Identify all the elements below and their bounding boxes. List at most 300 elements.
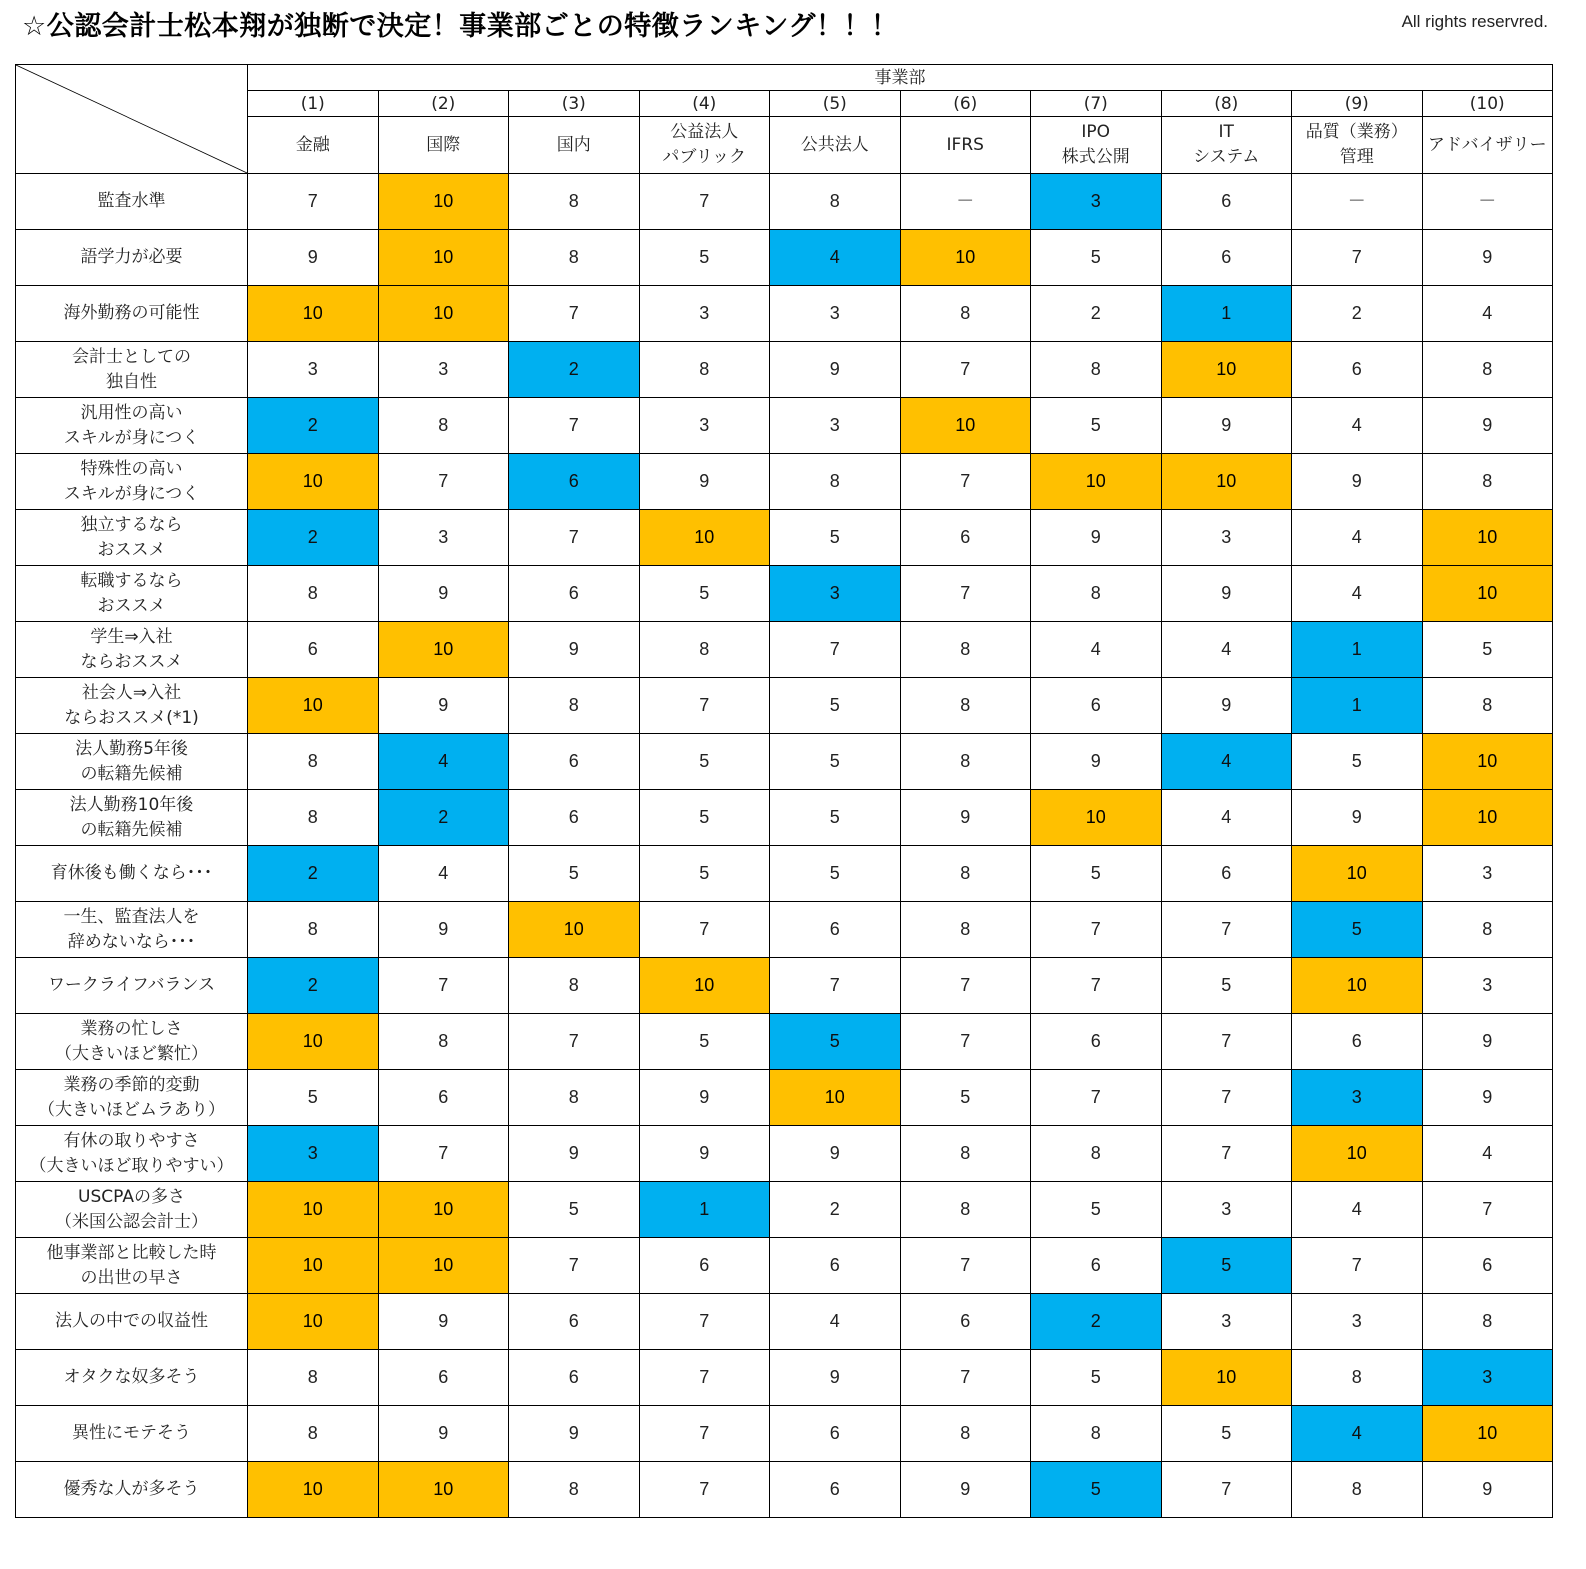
row-label: USCPAの多さ （米国公認会計士） xyxy=(16,1182,248,1238)
score-cell: 4 xyxy=(1031,622,1162,678)
score-cell: 8 xyxy=(770,174,901,230)
score-cell: 5 xyxy=(248,1070,379,1126)
score-cell: 5 xyxy=(770,790,901,846)
row-label: オタクな奴多そう xyxy=(16,1350,248,1406)
score-cell: － xyxy=(900,174,1031,230)
score-cell-high: 10 xyxy=(639,958,770,1014)
score-cell: 6 xyxy=(770,1462,901,1518)
row-label: 学生⇒入社 ならおススメ xyxy=(16,622,248,678)
score-cell: 3 xyxy=(1422,846,1553,902)
score-cell: 7 xyxy=(900,566,1031,622)
score-cell-high: 10 xyxy=(248,678,379,734)
score-cell: 8 xyxy=(900,846,1031,902)
score-cell: 8 xyxy=(900,902,1031,958)
table-row xyxy=(16,678,1553,734)
table-row xyxy=(16,454,1553,510)
score-cell: 2 xyxy=(1031,286,1162,342)
table-row xyxy=(16,958,1553,1014)
score-cell: 5 xyxy=(770,846,901,902)
score-cell: 4 xyxy=(1161,790,1292,846)
score-cell: 6 xyxy=(1031,1014,1162,1070)
score-cell: 7 xyxy=(1292,230,1423,286)
score-cell-low: 2 xyxy=(1031,1294,1162,1350)
score-cell: 6 xyxy=(639,1238,770,1294)
score-cell-high: 10 xyxy=(248,286,379,342)
score-cell: 6 xyxy=(378,1070,509,1126)
score-cell: 3 xyxy=(1292,1294,1423,1350)
score-cell: 8 xyxy=(639,342,770,398)
score-cell: 9 xyxy=(1031,734,1162,790)
score-cell: 7 xyxy=(900,1350,1031,1406)
score-cell: 7 xyxy=(1031,958,1162,1014)
row-label: 優秀な人が多そう xyxy=(16,1462,248,1518)
score-cell: 3 xyxy=(378,342,509,398)
score-cell: 8 xyxy=(509,958,640,1014)
score-cell: 8 xyxy=(1422,678,1553,734)
row-label: ワークライフバランス xyxy=(16,958,248,1014)
score-cell: 7 xyxy=(1031,1070,1162,1126)
score-cell: 9 xyxy=(900,1462,1031,1518)
score-cell: 8 xyxy=(378,1014,509,1070)
score-cell: 6 xyxy=(1161,174,1292,230)
score-cell: 6 xyxy=(509,790,640,846)
score-cell: 9 xyxy=(770,1126,901,1182)
score-cell: 6 xyxy=(770,1406,901,1462)
score-cell: 8 xyxy=(1031,342,1162,398)
score-cell: 2 xyxy=(1292,286,1423,342)
column-header-name: IT システム xyxy=(1161,117,1292,174)
score-cell-low: 1 xyxy=(1161,286,1292,342)
table-row xyxy=(16,230,1553,286)
column-header-name: IPO 株式公開 xyxy=(1031,117,1162,174)
table-row xyxy=(16,1462,1553,1518)
score-cell-low: 2 xyxy=(248,510,379,566)
score-cell-low: 1 xyxy=(639,1182,770,1238)
score-cell: 9 xyxy=(1161,566,1292,622)
score-cell: 5 xyxy=(1161,1406,1292,1462)
score-cell-high: 10 xyxy=(1422,566,1553,622)
score-cell: 6 xyxy=(1292,1014,1423,1070)
score-cell: 6 xyxy=(1161,230,1292,286)
score-cell: 7 xyxy=(1161,1462,1292,1518)
score-cell: 7 xyxy=(509,1238,640,1294)
score-cell: 8 xyxy=(248,902,379,958)
score-cell: 7 xyxy=(378,454,509,510)
column-number: (5) xyxy=(770,91,901,117)
score-cell: 6 xyxy=(770,902,901,958)
score-cell-high: 10 xyxy=(1422,790,1553,846)
score-cell: 6 xyxy=(1031,678,1162,734)
column-number: (6) xyxy=(900,91,1031,117)
score-cell: 7 xyxy=(248,174,379,230)
score-cell: 8 xyxy=(1422,342,1553,398)
score-cell: 8 xyxy=(900,1182,1031,1238)
score-cell-high: 10 xyxy=(378,1182,509,1238)
row-label: 異性にモテそう xyxy=(16,1406,248,1462)
column-header-name: IFRS xyxy=(900,117,1031,174)
score-cell: 7 xyxy=(900,958,1031,1014)
score-cell: 9 xyxy=(378,902,509,958)
score-cell-low: 2 xyxy=(378,790,509,846)
score-cell: 7 xyxy=(509,398,640,454)
score-cell: 3 xyxy=(378,510,509,566)
score-cell: 7 xyxy=(509,1014,640,1070)
score-cell: 7 xyxy=(1031,902,1162,958)
division-group-header: 事業部 xyxy=(248,65,1553,91)
score-cell: 7 xyxy=(639,902,770,958)
score-cell: 6 xyxy=(1292,342,1423,398)
page-title: ☆公認会計士松本翔が独断で決定！事業部ごとの特徴ランキング！！！ xyxy=(22,11,899,42)
score-cell: 8 xyxy=(378,398,509,454)
score-cell-high: 10 xyxy=(1031,790,1162,846)
copyright-notice: All rights reservred. xyxy=(1401,12,1548,31)
score-cell: 8 xyxy=(509,230,640,286)
table-row xyxy=(16,398,1553,454)
score-cell: 8 xyxy=(900,622,1031,678)
score-cell-high: 10 xyxy=(639,510,770,566)
score-cell: 7 xyxy=(509,510,640,566)
score-cell: 4 xyxy=(1422,1126,1553,1182)
score-cell: 8 xyxy=(770,454,901,510)
score-cell: 5 xyxy=(1161,958,1292,1014)
score-cell: 8 xyxy=(248,1406,379,1462)
score-cell-low: 4 xyxy=(378,734,509,790)
score-cell-high: 10 xyxy=(378,230,509,286)
table-row xyxy=(16,566,1553,622)
score-cell: 9 xyxy=(1161,678,1292,734)
score-cell: 8 xyxy=(509,1070,640,1126)
score-cell: 6 xyxy=(378,1350,509,1406)
score-cell-high: 10 xyxy=(248,1294,379,1350)
score-cell: 8 xyxy=(248,734,379,790)
corner-diagonal-cell xyxy=(16,65,248,174)
score-cell-high: 10 xyxy=(1422,734,1553,790)
score-cell: 4 xyxy=(1292,1182,1423,1238)
score-cell: 5 xyxy=(1031,846,1162,902)
score-cell: 5 xyxy=(1031,1182,1162,1238)
column-number: (8) xyxy=(1161,91,1292,117)
score-cell: 9 xyxy=(248,230,379,286)
score-cell: 9 xyxy=(1292,790,1423,846)
score-cell: 8 xyxy=(509,174,640,230)
score-cell: 3 xyxy=(1161,1182,1292,1238)
score-cell: 8 xyxy=(900,1126,1031,1182)
score-cell: 5 xyxy=(1031,398,1162,454)
score-cell: 8 xyxy=(1422,454,1553,510)
score-cell-high: 10 xyxy=(248,1238,379,1294)
row-label: 業務の季節的変動 （大きいほどムラあり） xyxy=(16,1070,248,1126)
score-cell: 7 xyxy=(1292,1238,1423,1294)
table-row xyxy=(16,1182,1553,1238)
score-cell-high: 10 xyxy=(248,1182,379,1238)
score-cell: 3 xyxy=(770,286,901,342)
score-cell: 3 xyxy=(1161,510,1292,566)
score-cell: 5 xyxy=(639,846,770,902)
score-cell: 8 xyxy=(1292,1350,1423,1406)
table-row xyxy=(16,286,1553,342)
score-cell: 3 xyxy=(1422,958,1553,1014)
diagonal-line xyxy=(16,65,247,173)
score-cell: － xyxy=(1422,174,1553,230)
score-cell: 9 xyxy=(378,1294,509,1350)
score-cell: 9 xyxy=(1292,454,1423,510)
score-cell: 9 xyxy=(509,1126,640,1182)
column-number: (1) xyxy=(248,91,379,117)
score-cell: 9 xyxy=(900,790,1031,846)
table-row xyxy=(16,1406,1553,1462)
score-cell: 7 xyxy=(639,174,770,230)
table-row xyxy=(16,846,1553,902)
score-cell-low: 5 xyxy=(1292,902,1423,958)
score-cell: 7 xyxy=(900,342,1031,398)
score-cell-high: 10 xyxy=(378,1238,509,1294)
score-cell: 8 xyxy=(1031,1126,1162,1182)
score-cell: 9 xyxy=(1031,510,1162,566)
score-cell: 7 xyxy=(1161,1014,1292,1070)
score-cell-high: 10 xyxy=(1292,1126,1423,1182)
score-cell: 9 xyxy=(378,678,509,734)
score-cell-high: 10 xyxy=(1031,454,1162,510)
score-cell-high: 10 xyxy=(900,230,1031,286)
column-header-name: 公益法人 パブリック xyxy=(639,117,770,174)
table-row xyxy=(16,902,1553,958)
score-cell: 5 xyxy=(639,230,770,286)
score-cell: 8 xyxy=(248,566,379,622)
table-row xyxy=(16,342,1553,398)
score-cell: 6 xyxy=(509,734,640,790)
score-cell-low: 2 xyxy=(248,846,379,902)
score-cell: 6 xyxy=(509,566,640,622)
row-label: 法人の中での収益性 xyxy=(16,1294,248,1350)
score-cell: 8 xyxy=(248,790,379,846)
score-cell-high: 10 xyxy=(1422,510,1553,566)
score-cell: 6 xyxy=(900,1294,1031,1350)
score-cell-low: 6 xyxy=(509,454,640,510)
score-cell: 3 xyxy=(248,342,379,398)
score-cell: 8 xyxy=(1422,1294,1553,1350)
score-cell: 7 xyxy=(378,958,509,1014)
score-cell: 6 xyxy=(900,510,1031,566)
score-cell: 5 xyxy=(770,678,901,734)
column-header-name: 金融 xyxy=(248,117,379,174)
score-cell: 8 xyxy=(509,1462,640,1518)
score-cell: 4 xyxy=(378,846,509,902)
column-number: (7) xyxy=(1031,91,1162,117)
score-cell: 7 xyxy=(639,678,770,734)
score-cell: 9 xyxy=(639,454,770,510)
table-row xyxy=(16,510,1553,566)
score-cell: 3 xyxy=(639,398,770,454)
column-number: (9) xyxy=(1292,91,1423,117)
column-number: (3) xyxy=(509,91,640,117)
score-cell-high: 10 xyxy=(1292,958,1423,1014)
column-number: (4) xyxy=(639,91,770,117)
score-cell: 4 xyxy=(1161,622,1292,678)
score-cell: 9 xyxy=(378,566,509,622)
score-cell: 5 xyxy=(509,846,640,902)
score-cell: 2 xyxy=(770,1182,901,1238)
column-number: (10) xyxy=(1422,91,1553,117)
table-row xyxy=(16,734,1553,790)
score-cell-high: 10 xyxy=(378,1462,509,1518)
score-cell-low: 5 xyxy=(1031,1462,1162,1518)
score-cell-high: 10 xyxy=(248,1014,379,1070)
table-row xyxy=(16,622,1553,678)
score-cell-high: 10 xyxy=(1161,1350,1292,1406)
score-cell-low: 3 xyxy=(1031,174,1162,230)
score-cell-low: 2 xyxy=(248,398,379,454)
score-cell: 5 xyxy=(639,1014,770,1070)
row-label: 法人勤務10年後 の転籍先候補 xyxy=(16,790,248,846)
score-cell: 8 xyxy=(248,1350,379,1406)
row-label: 語学力が必要 xyxy=(16,230,248,286)
score-cell-high: 10 xyxy=(378,622,509,678)
score-cell-high: 10 xyxy=(509,902,640,958)
score-cell: 5 xyxy=(1292,734,1423,790)
row-label: 汎用性の高い スキルが身につく xyxy=(16,398,248,454)
column-header-name: 品質（業務） 管理 xyxy=(1292,117,1423,174)
score-cell-high: 10 xyxy=(900,398,1031,454)
column-number: (2) xyxy=(378,91,509,117)
table-row xyxy=(16,1294,1553,1350)
score-cell: 7 xyxy=(1161,1070,1292,1126)
score-cell-low: 2 xyxy=(248,958,379,1014)
score-cell: 7 xyxy=(639,1294,770,1350)
score-cell: 6 xyxy=(1031,1238,1162,1294)
row-label: 社会人⇒入社 ならおススメ(*1) xyxy=(16,678,248,734)
score-cell: 4 xyxy=(1292,566,1423,622)
score-cell: 8 xyxy=(900,678,1031,734)
score-cell-low: 1 xyxy=(1292,622,1423,678)
score-cell: 8 xyxy=(900,286,1031,342)
score-cell: 9 xyxy=(509,1406,640,1462)
table-row xyxy=(16,1126,1553,1182)
score-cell: 9 xyxy=(639,1126,770,1182)
score-cell: 8 xyxy=(639,622,770,678)
score-cell: 5 xyxy=(639,566,770,622)
score-cell: 9 xyxy=(1422,230,1553,286)
score-cell: 7 xyxy=(639,1350,770,1406)
column-header-name: 公共法人 xyxy=(770,117,901,174)
column-header-name: 国際 xyxy=(378,117,509,174)
score-cell: 9 xyxy=(1422,1462,1553,1518)
score-cell: 9 xyxy=(1161,398,1292,454)
table-row xyxy=(16,1238,1553,1294)
score-cell: 7 xyxy=(900,1238,1031,1294)
score-cell: 5 xyxy=(1422,622,1553,678)
score-cell: 9 xyxy=(1422,1014,1553,1070)
row-label: 特殊性の高い スキルが身につく xyxy=(16,454,248,510)
table-row xyxy=(16,174,1553,230)
score-cell: 8 xyxy=(900,1406,1031,1462)
score-cell: 7 xyxy=(639,1462,770,1518)
score-cell-high: 10 xyxy=(248,1462,379,1518)
score-cell: 8 xyxy=(1031,1406,1162,1462)
score-cell-low: 4 xyxy=(1292,1406,1423,1462)
row-label: 業務の忙しさ （大きいほど繁忙） xyxy=(16,1014,248,1070)
score-cell: 5 xyxy=(1031,1350,1162,1406)
score-cell: 8 xyxy=(509,678,640,734)
score-cell: 9 xyxy=(509,622,640,678)
score-cell-high: 10 xyxy=(248,454,379,510)
score-cell: 9 xyxy=(770,1350,901,1406)
score-cell-high: 10 xyxy=(770,1070,901,1126)
row-label: 一生、監査法人を 辞めないなら･･･ xyxy=(16,902,248,958)
score-cell: 3 xyxy=(639,286,770,342)
row-label: 監査水準 xyxy=(16,174,248,230)
score-cell: 9 xyxy=(770,342,901,398)
score-cell: 7 xyxy=(639,1406,770,1462)
score-cell: 7 xyxy=(1161,902,1292,958)
score-cell: 6 xyxy=(1422,1238,1553,1294)
score-cell: 5 xyxy=(639,790,770,846)
score-cell-low: 3 xyxy=(1292,1070,1423,1126)
score-cell: 5 xyxy=(770,734,901,790)
score-cell-high: 10 xyxy=(1161,454,1292,510)
score-cell: 7 xyxy=(900,1014,1031,1070)
score-cell: 6 xyxy=(248,622,379,678)
score-cell: 5 xyxy=(1031,230,1162,286)
table-row xyxy=(16,1014,1553,1070)
row-label: 海外勤務の可能性 xyxy=(16,286,248,342)
score-cell: 6 xyxy=(509,1294,640,1350)
score-cell: 4 xyxy=(1292,510,1423,566)
score-cell-low: 3 xyxy=(248,1126,379,1182)
score-cell: 5 xyxy=(639,734,770,790)
score-cell-low: 5 xyxy=(770,1014,901,1070)
table-row xyxy=(16,790,1553,846)
score-cell: 3 xyxy=(1161,1294,1292,1350)
score-cell: 7 xyxy=(1161,1126,1292,1182)
score-cell: 7 xyxy=(1422,1182,1553,1238)
score-cell: 7 xyxy=(509,286,640,342)
column-header-name: アドバイザリー xyxy=(1422,117,1553,174)
score-cell-low: 2 xyxy=(509,342,640,398)
score-cell-low: 3 xyxy=(1422,1350,1553,1406)
score-cell-high: 10 xyxy=(1292,846,1423,902)
score-cell: 7 xyxy=(378,1126,509,1182)
row-label: 育休後も働くなら･･･ xyxy=(16,846,248,902)
score-cell-low: 4 xyxy=(1161,734,1292,790)
score-cell: 5 xyxy=(770,510,901,566)
row-label: 有休の取りやすさ （大きいほど取りやすい） xyxy=(16,1126,248,1182)
row-label: 独立するなら おススメ xyxy=(16,510,248,566)
score-cell: 9 xyxy=(639,1070,770,1126)
table-row xyxy=(16,1350,1553,1406)
score-cell: 4 xyxy=(770,1294,901,1350)
row-label: 転職するなら おススメ xyxy=(16,566,248,622)
score-cell: 8 xyxy=(900,734,1031,790)
score-cell: 9 xyxy=(1422,1070,1553,1126)
table-row xyxy=(16,1070,1553,1126)
score-cell: 4 xyxy=(1292,398,1423,454)
score-cell: 6 xyxy=(770,1238,901,1294)
score-cell: 5 xyxy=(509,1182,640,1238)
row-label: 他事業部と比較した時 の出世の早さ xyxy=(16,1238,248,1294)
score-cell-high: 10 xyxy=(1422,1406,1553,1462)
score-cell-low: 4 xyxy=(770,230,901,286)
score-cell: 6 xyxy=(1161,846,1292,902)
score-cell-high: 10 xyxy=(1161,342,1292,398)
score-cell-low: 3 xyxy=(770,566,901,622)
row-label: 法人勤務5年後 の転籍先候補 xyxy=(16,734,248,790)
row-label: 会計士としての 独自性 xyxy=(16,342,248,398)
score-cell: － xyxy=(1292,174,1423,230)
score-cell: 8 xyxy=(1422,902,1553,958)
score-cell: 7 xyxy=(900,454,1031,510)
ranking-table xyxy=(15,64,1553,1518)
column-header-name: 国内 xyxy=(509,117,640,174)
